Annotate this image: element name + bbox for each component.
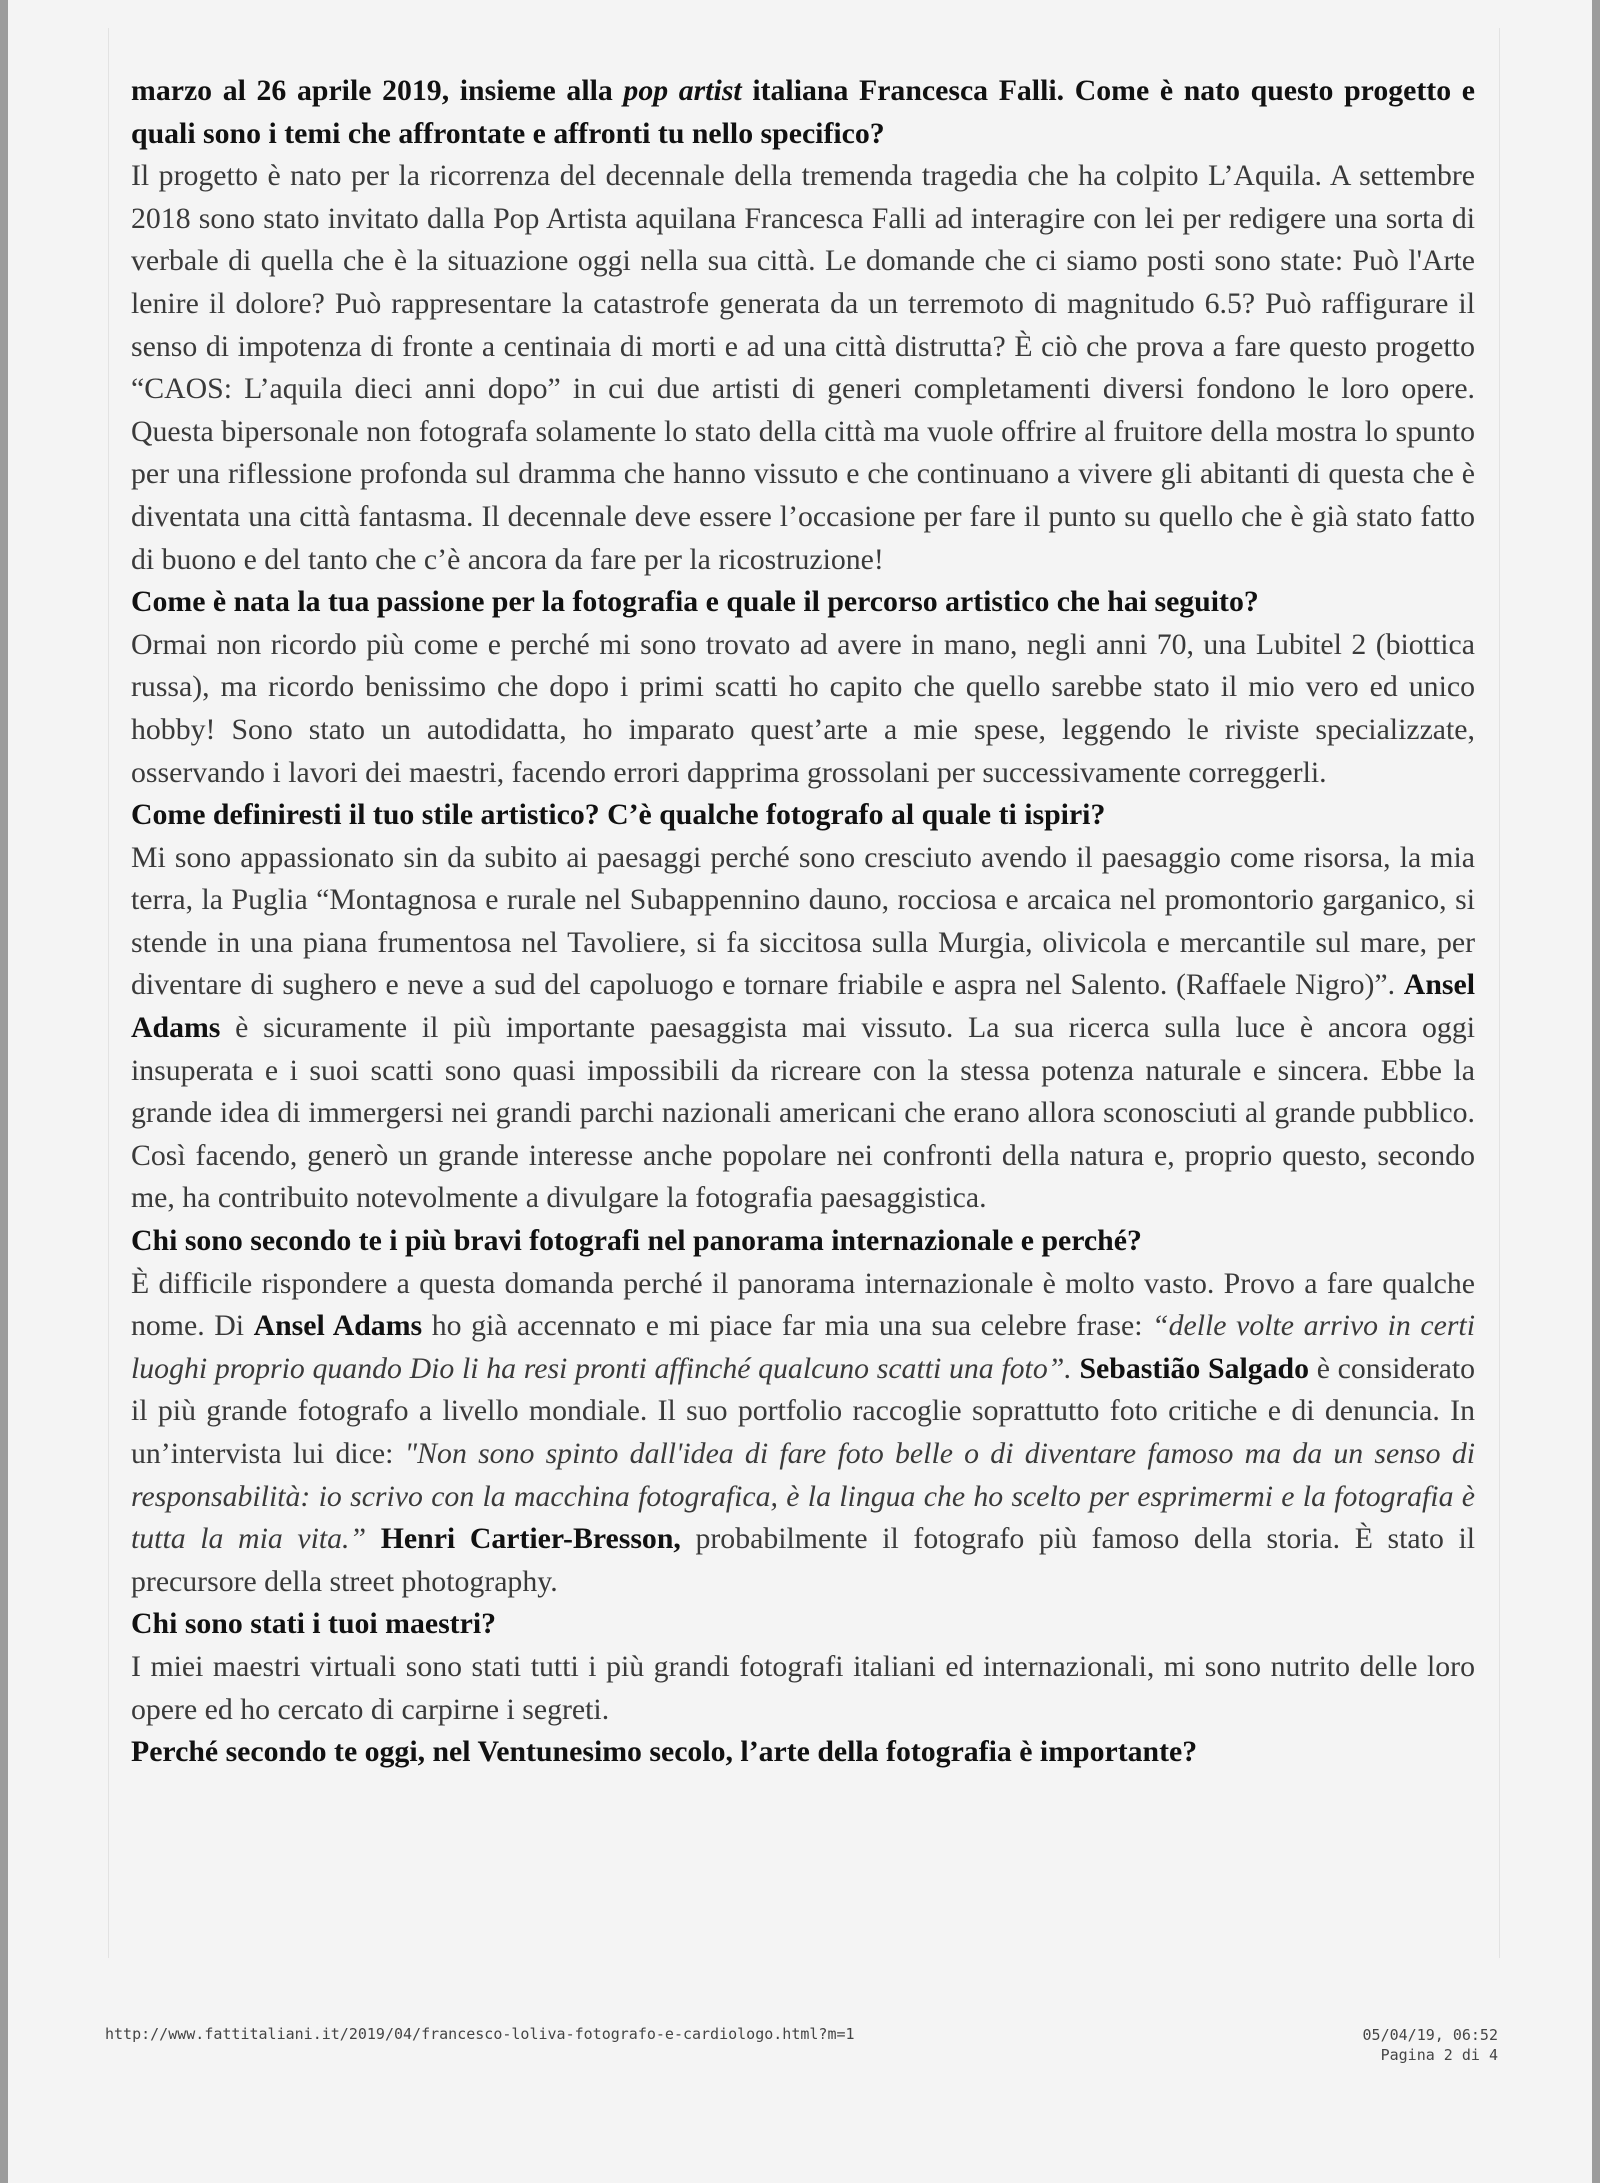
question-1-text-b: italiana Francesca Falli. Come è nato questo progetto e quali sono i temi che affrontate e affronti tu nello specifico?: [131, 74, 1475, 150]
answer-4-text-a: È difficile rispondere a questa domanda perché il panorama internazionale è molto vasto. Provo a fare qualche nome. Di: [131, 1266, 1475, 1343]
answer-4-text-c: è considerato il più grande fotografo a livello mondiale. Il suo portfolio raccoglie soprattutto foto critiche e di denuncia. In un’intervista lui dice:: [131, 1351, 1475, 1470]
article-body: [108, 28, 1500, 1958]
answer-5: I miei maestri virtuali sono stati tutti i più grandi fotografi italiani ed internazionali, mi sono nutrito delle loro opere ed ho cercato di carpirne i segreti.: [131, 1649, 1475, 1726]
answer-4-text-d: probabilmente il fotografo più famoso della storia. È stato il precursore della street photography.: [131, 1522, 1476, 1598]
left-edge-shadow: [0, 0, 8, 2183]
name-cartier-bresson: Henri Cartier-Bresson,: [380, 1522, 681, 1556]
quote-salgado: "Non sono spinto dall'idea di fare foto belle o di diventare famoso ma da un senso di responsabilità: io scrivo con la macchina fotografica, è la lingua che ho scelto per esprimermi e la fotografia è tutta la mia vita.”: [131, 1437, 1475, 1556]
question-4: Chi sono secondo te i più bravi fotografi nel panorama internazionale e perché?: [131, 1224, 1142, 1258]
question-1: [131, 70, 1475, 155]
answer-2: Ormai non ricordo più come e perché mi sono trovato ad avere in mano, negli anni 70, una Lubitel 2 (biottica russa), ma ricordo benissimo che dopo i primi scatti ho capito che quello sarebbe stato il mio vero ed unico hobby! Sono stato un autodidatta, ho imparato quest’arte a mie spese, leggendo le riviste specializzate, osservando i lavori dei maestri, facendo errori dapprima grossolani per successivamente correggerli.: [131, 627, 1475, 789]
answer-4-text-b: ho già accennato e mi piace far mia una sua celebre frase:: [422, 1309, 1153, 1343]
name-salgado: Sebastião Salgado: [1079, 1351, 1310, 1385]
question-2: Come è nata la tua passione per la fotografia e quale il percorso artistico che hai seguito?: [131, 585, 1259, 619]
question-1-text-a: marzo al 26 aprile 2019, insieme alla: [131, 74, 624, 107]
answer-3-text-a: Mi sono appassionato sin da subito ai paesaggi perché sono cresciuto avendo il paesaggio come risorsa, la mia terra, la Puglia “Montagnosa e rurale nel Subappennino dauno, rocciosa e arcaica nel promontorio garganico, si stende in una piana frumentosa nel Tavoliere, si fa siccitosa sulla Murgia, olivicola e mercantile sul mare, per diventare di sughero e neve a sud del capoluogo e tornare friabile e aspra nel Salento. (Raffaele Nigro)”.: [131, 840, 1475, 1002]
name-ansel-adams: Ansel Adams: [131, 968, 1475, 1045]
answer-4-space-2: [366, 1522, 381, 1555]
question-1-italic: pop artist: [623, 74, 742, 107]
footer-url[interactable]: http://www.fattitaliani.it/2019/04/francesco-loliva-fotografo-e-cardiologo.html?m=1: [105, 2025, 855, 2043]
right-edge-shadow: [1592, 0, 1600, 2183]
answer-4: [131, 1263, 1475, 1604]
answer-3: [131, 837, 1475, 1220]
name-ansel-adams-2: Ansel Adams: [253, 1309, 423, 1343]
footer-page-number: Pagina 2 di 4: [1380, 2046, 1498, 2064]
footer-datetime: 05/04/19, 06:52: [1362, 2026, 1498, 2044]
answer-1: Il progetto è nato per la ricorrenza del decennale della tremenda tragedia che ha colpito L’Aquila. A settembre 2018 sono stato invitato dalla Pop Artista aquilana Francesca Falli ad interagire con lei per redigere una sorta di verbale di quella che è la situazione oggi nella sua città. Le domande che ci siamo posti sono state: Può l'Arte lenire il dolore? Può rappresentare la catastrofe generata da un terremoto di magnitudo 6.5? Può raffigurare il senso di impotenza di fronte a centinaia di morti e ad una città distrutta? È ciò che prova a fare questo progetto “CAOS: L’aquila dieci anni dopo” in cui due artisti di generi completamenti diversi fondono le loro opere. Questa bipersonale non fotografa solamente lo stato della città ma vuole offrire al fruitore della mostra lo spunto per una riflessione profonda sul dramma che hanno vissuto e che continuano a vivere gli abitanti di questa che è diventata una città fantasma. Il decennale deve essere l’occasione per fare il punto su quello che è già stato fatto di buono e del tanto che c’è ancora da fare per la ricostruzione!: [131, 159, 1475, 576]
quote-adams: “delle volte arrivo in certi luoghi proprio quando Dio li ha resi pronti affinché qualcuno scatti una foto”.: [131, 1309, 1475, 1385]
question-5: Chi sono stati i tuoi maestri?: [131, 1607, 497, 1641]
answer-3-text-b: è sicuramente il più importante paesaggista mai vissuto. La sua ricerca sulla luce è ancora oggi insuperata e i suoi scatti sono quasi impossibili da ricreare con la stessa potenza naturale e sincera. Ebbe la grande idea di immergersi nei grandi parchi nazionali americani che erano allora sconosciuti al grande pubblico. Così facendo, generò un grande interesse anche popolare nei confronti della natura e, proprio questo, secondo me, ha contribuito notevolmente a divulgare la fotografia paesaggistica.: [131, 1011, 1475, 1215]
question-3: Come definiresti il tuo stile artistico? C’è qualche fotografo al quale ti ispiri?: [131, 798, 1106, 832]
question-6: Perché secondo te oggi, nel Ventunesimo secolo, l’arte della fotografia è importante?: [131, 1735, 1198, 1769]
footer-meta: [1338, 2025, 1498, 2065]
